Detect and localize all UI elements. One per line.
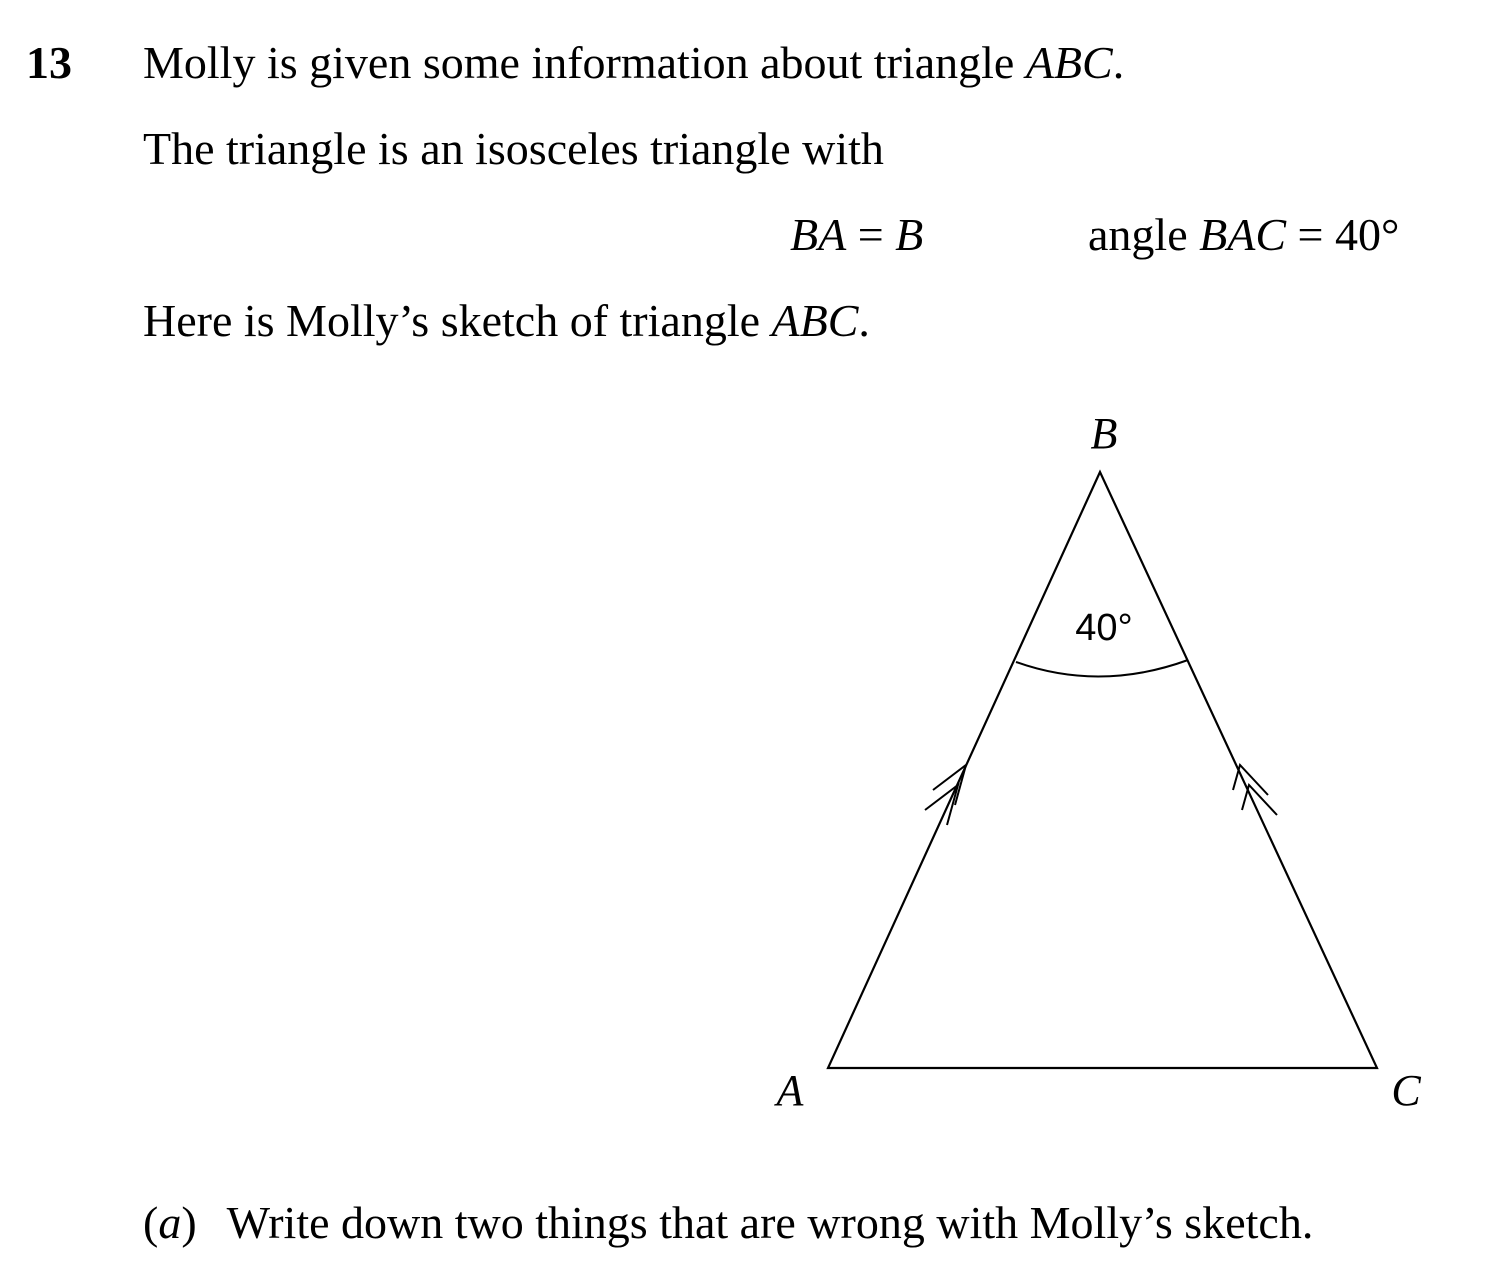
condition-angle-word: angle: [1088, 209, 1200, 260]
triangle-outline: [828, 472, 1377, 1068]
isosceles-statement: The triangle is an isosceles triangle with: [143, 123, 884, 174]
question-number: 13: [26, 37, 72, 88]
condition-side-b: B: [895, 209, 924, 260]
intro-triangle-name: ABC: [1025, 37, 1113, 88]
sketch-period: .: [858, 295, 870, 346]
condition-angle-name: BAC: [1199, 209, 1287, 260]
part-a-open-paren: (: [143, 1197, 159, 1248]
intro-period: .: [1112, 37, 1125, 88]
vertex-label-c: C: [1391, 1066, 1421, 1115]
part-a-text: Write down two things that are wrong with Molly’s sketch.: [226, 1197, 1314, 1248]
angle-value-label: 40°: [1075, 607, 1133, 649]
arrow-head-right-1: [1233, 765, 1268, 795]
condition-side-ba: BA: [790, 209, 847, 260]
vertex-label-b: B: [1090, 409, 1118, 458]
triangle-abc: [828, 472, 1377, 1068]
vertex-label-a: A: [776, 1066, 804, 1115]
angle-arc: [1016, 660, 1188, 677]
intro-text: Molly is given some information about triangle: [143, 37, 1026, 88]
parallel-arrow-left: [925, 765, 966, 825]
arrow-head-right-2: [1242, 785, 1277, 815]
part-a-question: [143, 1197, 1314, 1248]
part-a-label: a: [158, 1197, 182, 1248]
sketch-triangle-name: ABC: [771, 295, 859, 346]
condition-angle-value: = 40°: [1286, 209, 1400, 260]
sketch-text: Here is Molly’s sketch of triangle: [143, 295, 772, 346]
condition-equals: =: [846, 209, 896, 260]
part-a-close-paren: ): [181, 1197, 197, 1248]
